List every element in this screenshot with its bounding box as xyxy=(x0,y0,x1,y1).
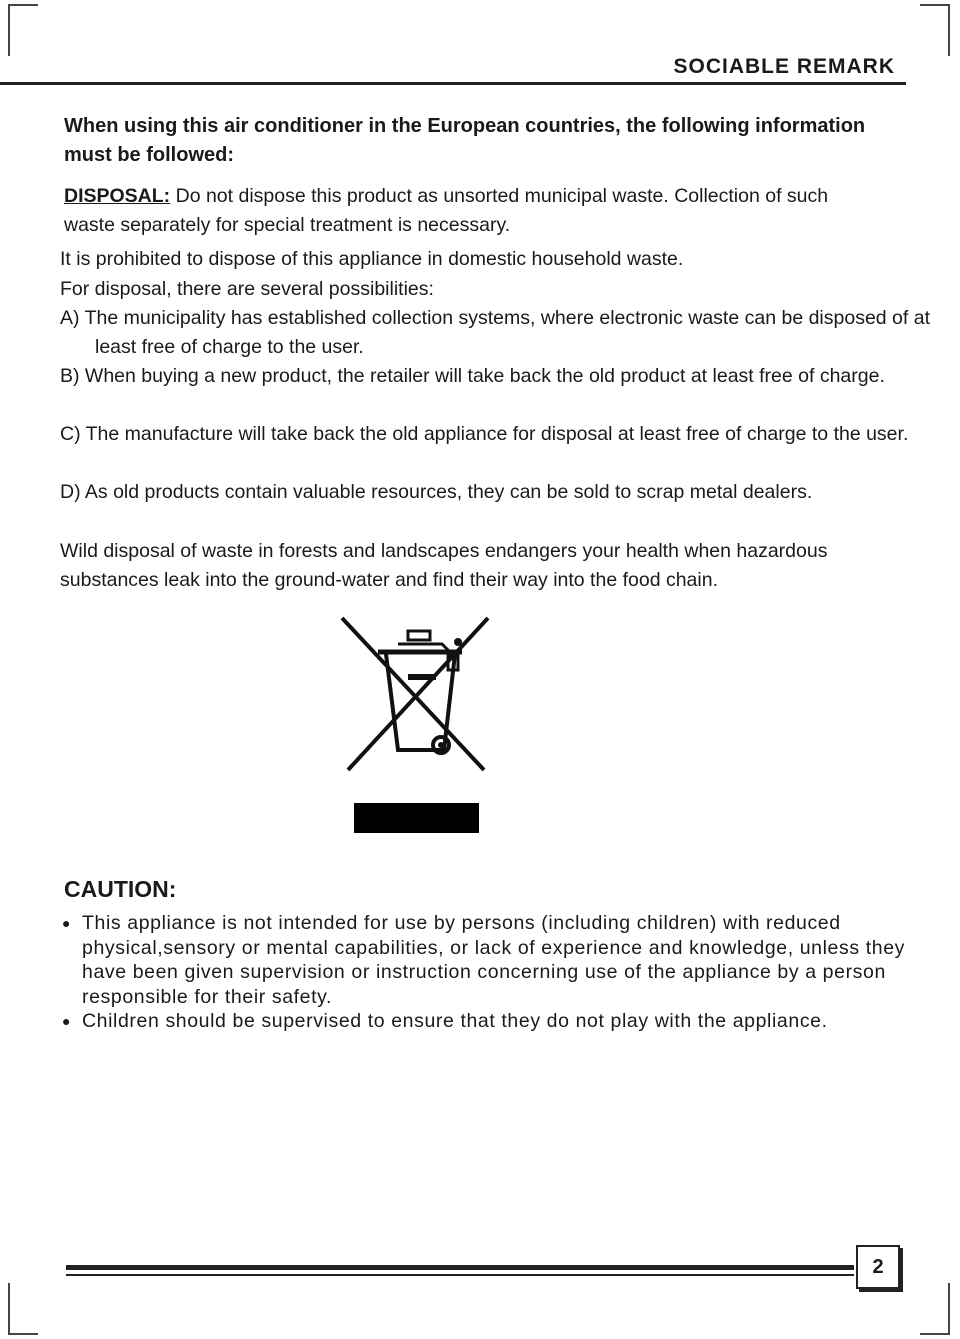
bullet-icon: ● xyxy=(62,1013,72,1029)
page-header-title: SOCIABLE REMARK xyxy=(673,55,895,78)
wild-disposal-text: Wild disposal of waste in forests and landscapes endangers your health when hazardous substances leak into the ground-water and find their way into the food chain. xyxy=(60,540,828,591)
caution-item xyxy=(62,911,942,1009)
prohibited-text: It is prohibited to dispose of this appliance in domestic household waste. xyxy=(60,248,684,270)
page-number-text: 2 xyxy=(872,1255,884,1278)
header-rule xyxy=(0,82,906,85)
caution-title: CAUTION: xyxy=(64,876,177,902)
crop-mark-bottom-left xyxy=(8,1283,10,1335)
crop-mark-bottom-left-h xyxy=(8,1333,38,1335)
option-a: A) The municipality has established collection systems, where electronic waste can be disposed of at least free of charge to the user. xyxy=(60,307,930,358)
page-number xyxy=(856,1245,900,1289)
crop-mark-bottom-right-h xyxy=(920,1333,950,1335)
disposal-text: Do not dispose this product as unsorted municipal waste. Collection of such waste separately for special treatment is necessary. xyxy=(64,185,829,236)
caution-item-text: Children should be supervised to ensure that they do not play with the appliance. xyxy=(82,1010,828,1032)
crop-mark-top-left xyxy=(8,4,10,56)
footer-rule-thin xyxy=(66,1274,854,1276)
disposal-label: DISPOSAL: xyxy=(64,185,171,207)
option-d: D) As old products contain valuable resources, they can be sold to scrap metal dealers. xyxy=(60,481,813,503)
caution-item-text: This appliance is not intended for use by persons (including children) with reduced physical,sensory or mental capabilities, or lack of experience and knowledge, unless they have been given supervision or instruction concerning use of the appliance by a person responsible for their safety. xyxy=(82,912,905,1008)
crop-mark-top-left-h xyxy=(8,4,38,6)
disposal-paragraph xyxy=(64,182,884,240)
bullet-icon: ● xyxy=(62,915,72,931)
intro-text: When using this air conditioner in the European countries, the following information must be followed: xyxy=(64,115,866,166)
possibilities-text: For disposal, there are several possibilities: xyxy=(60,278,434,300)
crop-mark-bottom-right xyxy=(948,1283,950,1335)
crop-mark-top-right-h xyxy=(920,4,950,6)
crossed-out-wheelie-bin-icon xyxy=(338,612,493,774)
caution-list xyxy=(62,911,942,1034)
option-b: B) When buying a new product, the retailer will take back the old product at least free of charge. xyxy=(60,365,885,387)
footer-rule xyxy=(66,1265,854,1270)
caution-item xyxy=(62,1009,942,1034)
crop-mark-top-right xyxy=(948,4,950,56)
weee-black-bar xyxy=(354,803,479,833)
option-c: C) The manufacture will take back the old appliance for disposal at least free of charge to the user. xyxy=(60,423,909,445)
